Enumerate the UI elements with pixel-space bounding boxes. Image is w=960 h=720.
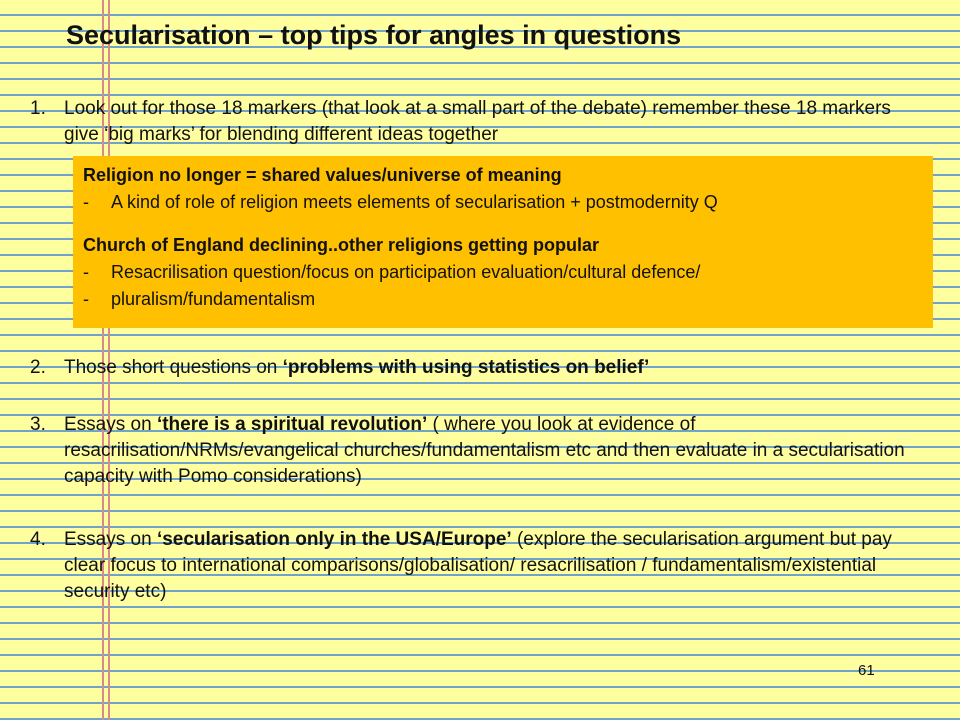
item-number: 1. (30, 98, 46, 119)
dash-marker: - (83, 289, 89, 309)
tip-item-4 (30, 527, 930, 605)
item-number: 3. (30, 414, 46, 435)
dash-marker: - (83, 262, 89, 282)
item-text-plain: Essays on (64, 414, 157, 435)
item-text (64, 527, 930, 605)
item-text-plain: ( where you look at evidence of resacrilisation/NRMs/evangelical churches/fundamentalism etc and then evaluate in a secularisation capacity with Pomo considerations) (64, 414, 905, 487)
tip-item-3 (30, 412, 930, 490)
item-text-bold: ‘secularisation only in the USA/Europe’ (156, 529, 512, 550)
item-number: 4. (30, 529, 46, 550)
page-number: 61 (858, 662, 875, 679)
box-heading-2: Church of England declining..other religions getting popular (83, 235, 599, 255)
item-text-bold: ‘problems with using statistics on belief’ (282, 357, 650, 378)
box-bullet-text: Resacrilisation question/focus on participation evaluation/cultural defence/ (111, 262, 701, 282)
item-text (64, 412, 930, 490)
item-text-plain: (explore the secularisation argument but pay clear focus to international comparisons/globalisation/ resacrilisation / fundamentalism/existential security etc) (64, 529, 892, 602)
page-title: Secularisation – top tips for angles in questions (66, 20, 682, 50)
box-bullet (83, 259, 923, 286)
item-text-bold: ‘there is a spiritual revolution’ (156, 414, 428, 435)
tip-item-2 (30, 355, 930, 381)
item-text-plain: Essays on (64, 529, 157, 550)
box-heading-1: Religion no longer = shared values/universe of meaning (83, 165, 562, 185)
box-bullet (83, 286, 923, 313)
item-text-plain: Those short questions on (64, 357, 283, 378)
box-bullet-text: A kind of role of religion meets elements of secularisation + postmodernity Q (111, 192, 718, 212)
tip-item-1 (30, 96, 930, 148)
highlight-box (73, 156, 933, 328)
box-bullet-text: pluralism/fundamentalism (111, 289, 316, 309)
item-number: 2. (30, 357, 46, 378)
item-text (64, 355, 930, 381)
dash-marker: - (83, 192, 89, 212)
item-text: Look out for those 18 markers (that look at a small part of the debate) remember these 18 markers give ‘big marks’ for blending different ideas together (64, 98, 891, 145)
box-bullet (83, 189, 923, 216)
